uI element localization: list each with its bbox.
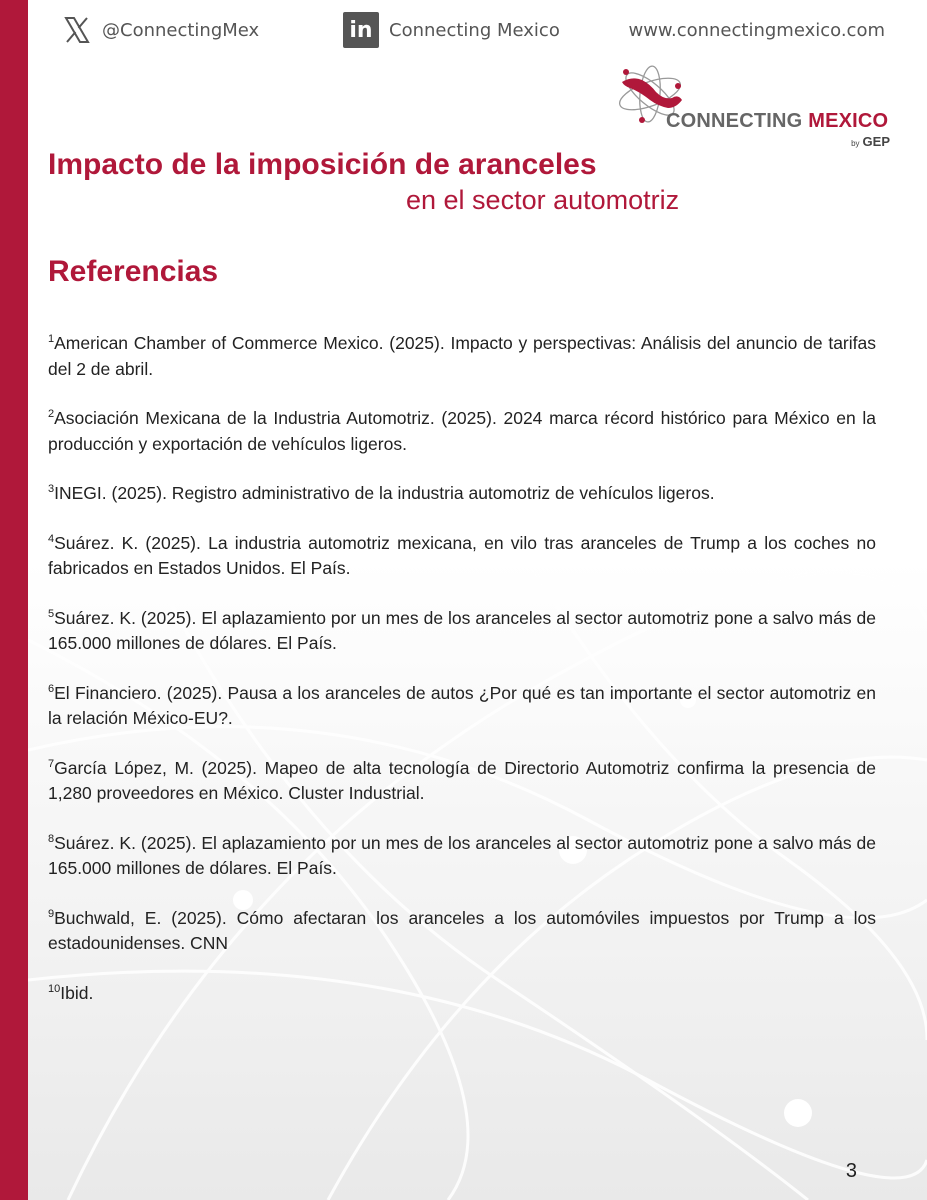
reference-number: 8 xyxy=(48,832,55,845)
reference-text: Suárez. K. (2025). El aplazamiento por un mes de los aranceles al sector automotriz pone a salvo más de 165.000 millones de dólares. El País. xyxy=(48,607,876,653)
reference-text: Asociación Mexicana de la Industria Automotriz. (2025). 2024 marca récord histórico para México en la producción y exportación de vehículos ligeros. xyxy=(48,408,876,454)
reference-text: Buchwald, E. (2025). Cómo afectaran los aranceles a los automóviles impuestos por Trump a los estadounidenses. CNN xyxy=(48,907,876,953)
left-accent-bar xyxy=(0,0,28,1200)
linkedin-link[interactable] xyxy=(343,12,560,48)
reference-text: American Chamber of Commerce Mexico. (2025). Impacto y perspectivas: Análisis del anuncio de tarifas del 2 de abril. xyxy=(48,333,876,379)
linkedin-icon: in xyxy=(343,12,379,48)
logo-company: GEP xyxy=(862,134,890,149)
reference-item xyxy=(48,681,876,732)
reference-item xyxy=(48,481,876,507)
logo-byline xyxy=(851,134,890,149)
reference-number: 4 xyxy=(48,532,55,545)
page-number: 3 xyxy=(845,1160,857,1182)
website-url: www.connectingmexico.com xyxy=(628,19,885,41)
reference-number: 7 xyxy=(48,757,55,770)
connecting-mexico-logo xyxy=(612,58,902,158)
reference-item xyxy=(48,906,876,957)
reference-text: Suárez. K. (2025). El aplazamiento por un mes de los aranceles al sector automotriz pone a salvo más de 165.000 millones de dólares. El País. xyxy=(48,832,876,878)
reference-number: 1 xyxy=(48,333,55,345)
reference-number: 6 xyxy=(48,682,55,695)
reference-text: Suárez. K. (2025). La industria automotriz mexicana, en vilo tras aranceles de Trump a los coches no fabricados en Estados Unidos. El País. xyxy=(48,532,876,578)
reference-text: El Financiero. (2025). Pausa a los aranceles de autos ¿Por qué es tan importante el sector automotriz en la relación México-EU?. xyxy=(48,682,876,728)
reference-item xyxy=(48,981,876,1007)
reference-number: 2 xyxy=(48,408,55,420)
reference-item xyxy=(48,831,876,882)
reference-text: INEGI. (2025). Registro administrativo de la industria automotriz de vehículos ligeros. xyxy=(54,483,715,503)
reference-item xyxy=(48,606,876,657)
x-twitter-icon xyxy=(62,15,92,45)
website-link[interactable] xyxy=(628,12,885,48)
reference-item xyxy=(48,331,876,382)
reference-number: 10 xyxy=(48,982,61,995)
twitter-link[interactable] xyxy=(62,12,259,48)
section-heading-referencias: Referencias xyxy=(48,255,219,288)
logo-by-text: by xyxy=(851,139,860,148)
twitter-handle: @ConnectingMex xyxy=(102,19,260,41)
logo-word-mexico: MEXICO xyxy=(808,110,889,132)
reference-number: 3 xyxy=(48,483,55,495)
reference-item xyxy=(48,756,876,807)
reference-text: García López, M. (2025). Mapeo de alta tecnología de Directorio Automotriz confirma la presencia de 1,280 proveedores en México. Cluster Industrial. xyxy=(48,757,876,803)
reference-number: 9 xyxy=(48,907,55,920)
references-list xyxy=(48,331,876,1030)
logo-word-connecting: CONNECTING xyxy=(666,110,803,132)
page-title: Impacto de la imposición de aranceles xyxy=(48,148,597,181)
reference-number: 5 xyxy=(48,607,55,620)
reference-item xyxy=(48,531,876,582)
reference-text: Ibid. xyxy=(60,982,94,1003)
logo-wordmark xyxy=(666,110,888,133)
linkedin-label: Connecting Mexico xyxy=(389,19,560,41)
reference-item xyxy=(48,406,876,457)
page-subtitle: en el sector automotriz xyxy=(406,185,680,215)
